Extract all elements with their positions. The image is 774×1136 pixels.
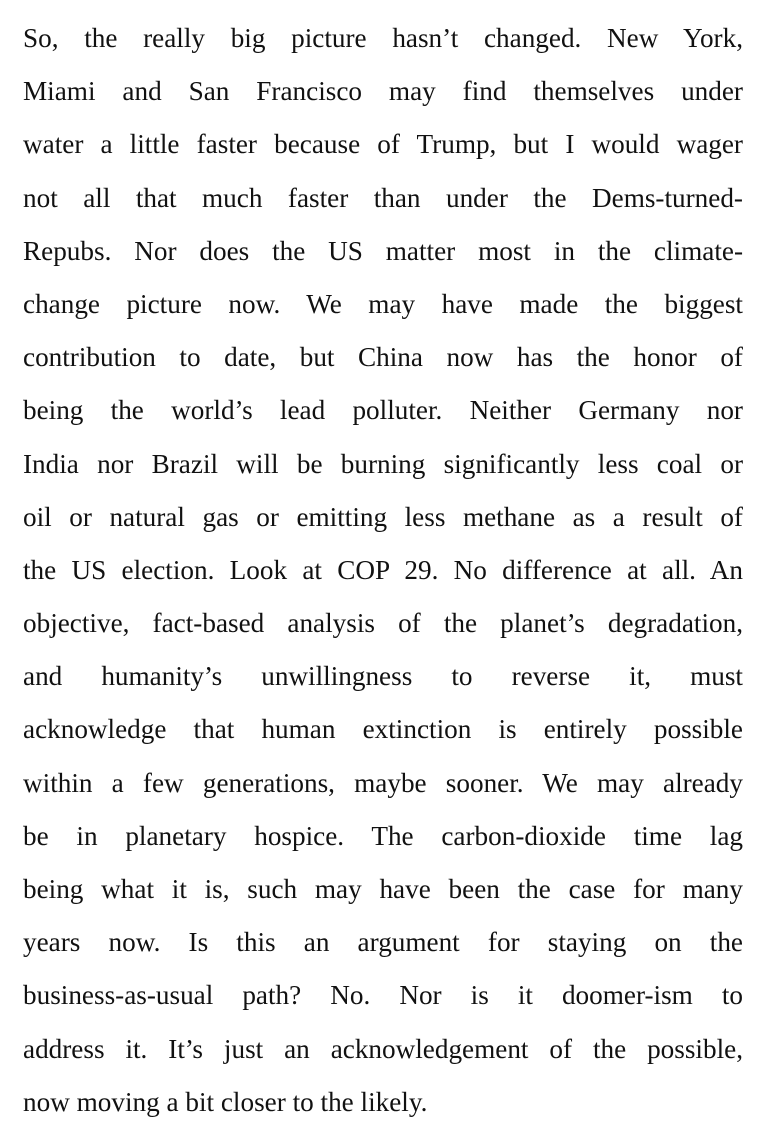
text-line: water a little faster because of Trump, but I would wager [23, 129, 743, 160]
text-line: oil or natural gas or emitting less methane as a result of [23, 501, 743, 532]
text-line: Miami and San Francisco may find themselves under [23, 76, 743, 107]
text-line: being what it is, such may have been the case for many [23, 874, 743, 904]
text-line-last: now moving a bit closer to the likely. [23, 1086, 428, 1117]
text-line: years now. Is this an argument for staying on the [23, 927, 743, 958]
text-line: business-as-usual path? No. Nor is it doomer-ism to [23, 980, 743, 1011]
text-line: acknowledge that human extinction is entirely possible [23, 714, 743, 745]
text-line: and humanity’s unwillingness to reverse it, must [23, 661, 743, 692]
text-line: contribution to date, but China now has the honor of [23, 342, 743, 373]
text-line: So, the really big picture hasn’t changed. New York, [23, 23, 743, 53]
body-paragraph [23, 12, 743, 1129]
text-line: within a few generations, maybe sooner. We may already [23, 767, 743, 798]
text-line: objective, fact-based analysis of the planet’s degradation, [23, 608, 743, 639]
text-line: being the world’s lead polluter. Neither Germany nor [23, 395, 743, 426]
text-line: India nor Brazil will be burning significantly less coal or [23, 448, 743, 479]
text-line: Repubs. Nor does the US matter most in the climate- [23, 235, 743, 266]
text-line: not all that much faster than under the Dems-turned- [23, 182, 743, 213]
text-line: change picture now. We may have made the biggest [23, 288, 743, 319]
text-line: the US election. Look at COP 29. No difference at all. An [23, 554, 743, 585]
text-line: address it. It’s just an acknowledgement of the possible, [23, 1033, 743, 1064]
text-line: be in planetary hospice. The carbon-dioxide time lag [23, 820, 743, 851]
